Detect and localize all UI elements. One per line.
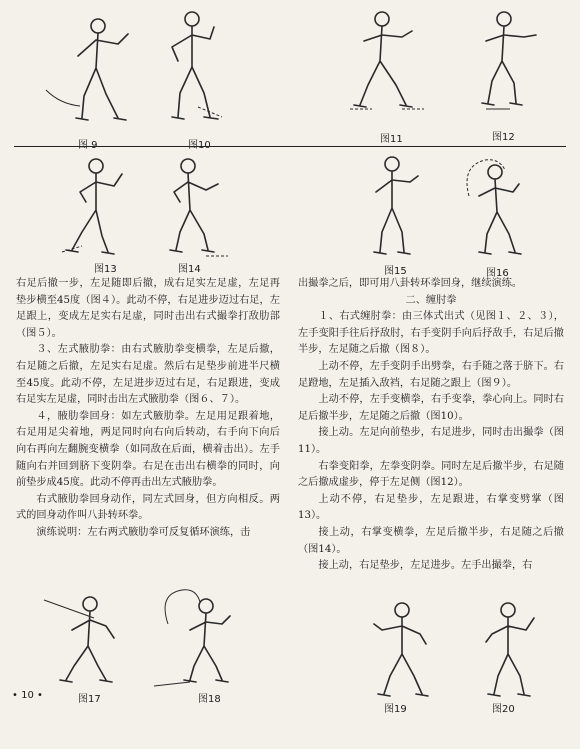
- figure-18-caption: 图18: [198, 694, 221, 705]
- right-paragraph-1: 出撮拳之后，即可用八卦转环拳回身，继续演练。: [298, 278, 523, 289]
- figure-17-drawing: [34, 590, 134, 690]
- figure-10: [148, 5, 238, 135]
- right-paragraph-7: 上动不停，右足垫步，左足跟进，右掌变劈掌（图13）。: [298, 493, 564, 522]
- figure-9-drawing: [40, 8, 140, 133]
- right-paragraph-5: 接上动。左足向前垫步，右足进步，同时击出撮拳（图11）。: [298, 427, 564, 455]
- figure-16-caption: 图16: [486, 268, 509, 279]
- figure-13-caption: 图13: [94, 264, 117, 275]
- figure-14-caption: 图14: [178, 264, 201, 275]
- left-paragraph-3: ４，腋肋拳回身：如左式腋肋拳。左足用足跟着地，右足用足尖着地，两足同时向右向后转动，右手向下向后向右再向左翻腕变横拳（如同敌在后面，横着击出）。左手随向右并回到脐下变阴拳。右足在击出右横拳的同时，向前垫步成45度。此动不停再击出左式腋肋拳。: [16, 410, 280, 489]
- figure-11-caption: 图11: [380, 134, 403, 145]
- right-paragraph-4: 上动不停，左手变横拳，右手变拳，拳心向上。同时右足后撤半步，左足随之后撤（图10）。: [298, 394, 564, 422]
- figure-14: [162, 152, 242, 264]
- left-paragraph-2: ３、左式腋肋拳：由右式腋肋拳变横拳，左足后撤，右足随之后撤，左足实右足虚。然后右足垫步前进半尺横至45度。此动不停，左足进步迈过右足，右足跟进，变成右足实左足虚，同时击出左式腋肋拳（图６、７）。: [16, 344, 280, 406]
- figure-19-drawing: [356, 596, 451, 700]
- figure-15: [348, 150, 438, 260]
- figure-20: [464, 596, 559, 700]
- right-paragraph-6: 右拳变阳拳，左拳变阴拳。同时左足后撤半步，右足随之后撤成虚步，停于左足侧（图12）。: [298, 460, 564, 489]
- figure-19-caption: 图19: [384, 704, 407, 715]
- right-text-column: [298, 276, 564, 575]
- figure-18: [140, 584, 260, 690]
- figure-9-caption: [78, 136, 98, 151]
- left-paragraph-1: 右足后撤一步，左足随即后撤，成右足实左足虚，左足再垫步横至45度（图４）。此动不停，右足进步迈过右足，左足跟上，变成左足实右足虚，同时击出右式撮拳打敌肋部（图５）。: [16, 278, 280, 339]
- figure-12-drawing: [460, 5, 555, 120]
- figure-10-caption: [188, 136, 211, 151]
- figure-18-drawing: [140, 584, 260, 690]
- figure-17: [34, 590, 134, 690]
- left-text-column: [16, 276, 280, 542]
- right-paragraph-3: 上动不停，左手变阴手出劈拳，右手随之落于脐下。右足蹬地，左足插入敌裆，右足随之跟上（图９）。: [298, 360, 564, 389]
- figure-16-drawing: [455, 150, 545, 262]
- section-divider: [14, 146, 566, 147]
- figure-20-caption: 图20: [492, 704, 515, 715]
- figure-14-drawing: [162, 152, 242, 264]
- left-paragraph-5: 演练说明：左右两式腋肋拳可反复循环演练，击: [36, 526, 251, 538]
- figure-13: [56, 152, 156, 264]
- figure-10-drawing: [148, 5, 238, 135]
- figure-13-drawing: [56, 152, 156, 264]
- figure-17-caption: 图17: [78, 694, 101, 705]
- left-paragraph-4: 右式腋肋拳回身动作，同左式回身，但方向相反。两式的回身动作叫八卦转环拳。: [16, 493, 280, 522]
- figure-11: [340, 5, 435, 120]
- right-paragraph-2: １、右式缠肘拳：由三体式出式（见图１、２、３），左手变阳手往后抒敌肘，右手变阴手向后抒敌手，右足后撤半步，左足随之后撤（图８）。: [298, 311, 564, 356]
- figure-12: [460, 5, 555, 120]
- figure-15-drawing: [348, 150, 438, 260]
- right-paragraph-8: 接上动，右掌变横拳，左足后撤半步，右足随之后撤（图14）。: [298, 526, 564, 555]
- figure-11-drawing: [340, 5, 435, 120]
- figure-19: [356, 596, 451, 700]
- figure-9: [40, 8, 140, 133]
- figure-20-drawing: [464, 596, 559, 700]
- figure-12-caption: 图12: [492, 132, 515, 143]
- figure-16: [455, 150, 545, 262]
- page-number: • 10 •: [12, 690, 43, 701]
- section-heading: 二、缠肘拳: [405, 294, 457, 306]
- right-paragraph-9: 接上动，右足垫步，左足进步。左手出撮拳，右: [318, 560, 533, 572]
- figure-15-caption: 图15: [384, 266, 407, 277]
